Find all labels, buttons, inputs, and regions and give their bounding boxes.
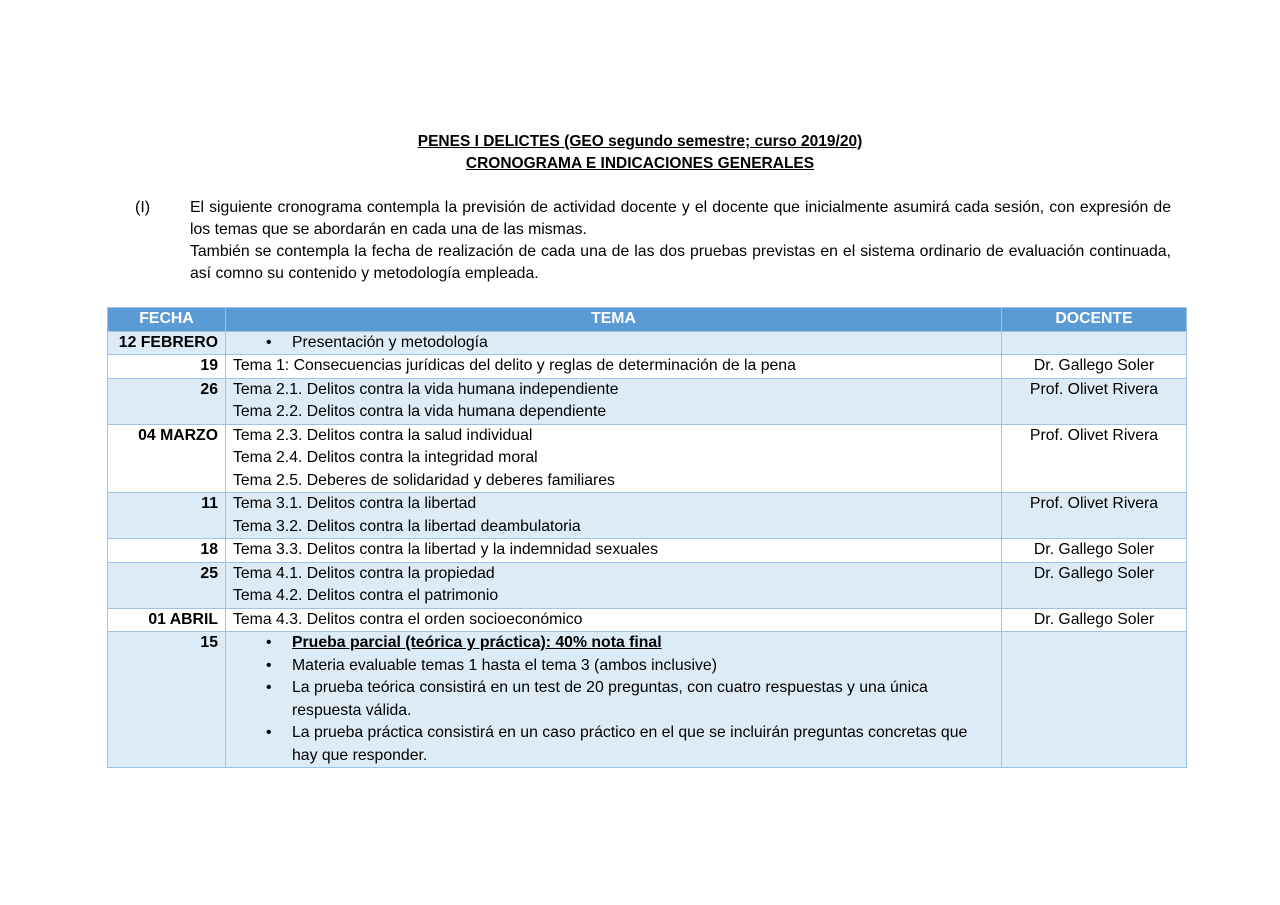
- table-row: [108, 355, 1187, 379]
- row-date: 01 ABRIL: [108, 608, 226, 632]
- list-item: • Materia evaluable temas 1 hasta el tema 3 (ambos inclusive): [233, 655, 994, 678]
- row-date: 12 FEBRERO: [108, 331, 226, 355]
- row-teacher: Dr. Gallego Soler: [1002, 539, 1187, 563]
- row-topic: Tema 3.3. Delitos contra la libertad y la indemnidad sexuales: [226, 539, 1002, 563]
- table-row: [108, 378, 1187, 424]
- intro-paragraph-2: También se contempla la fecha de realización de cada una de las dos pruebas previstas en el sistema ordinario de evaluación continuada, así comno su contenido y metodología empleada.: [190, 243, 1171, 282]
- row-teacher: [1002, 632, 1187, 768]
- table-row: [108, 424, 1187, 493]
- bullet-icon: •: [266, 656, 272, 674]
- list-item: • Prueba parcial (teórica y práctica): 40% nota final: [233, 632, 994, 655]
- row-date: 25: [108, 562, 226, 608]
- row-date: 04 MARZO: [108, 424, 226, 493]
- schedule-table: [107, 307, 1187, 768]
- row-topic: [226, 632, 1002, 768]
- row-date: 18: [108, 539, 226, 563]
- bullet-icon: •: [266, 724, 272, 741]
- document-title: PENES I DELICTES (GEO segundo semestre; curso 2019/20): [417, 133, 863, 150]
- table-row: [108, 539, 1187, 563]
- intro-number: (I): [135, 199, 151, 216]
- row-teacher: Dr. Gallego Soler: [1002, 562, 1187, 608]
- table-row: [108, 562, 1187, 608]
- table-row: [108, 493, 1187, 539]
- row-teacher: Prof. Olivet Rivera: [1002, 493, 1187, 539]
- header-tema: TEMA: [226, 308, 1002, 332]
- document-subtitle: CRONOGRAMA E INDICACIONES GENERALES: [465, 155, 815, 172]
- row-topic: Tema 4.3. Delitos contra el orden socioeconómico: [226, 608, 1002, 632]
- row-teacher: Dr. Gallego Soler: [1002, 608, 1187, 632]
- intro-section: [135, 197, 1171, 285]
- row-teacher: Prof. Olivet Rivera: [1002, 424, 1187, 493]
- document-header: [0, 131, 1280, 175]
- list-item: • Presentación y metodología: [233, 332, 994, 355]
- row-topic: Tema 3.1. Delitos contra la libertad Tema 3.2. Delitos contra la libertad deambulatoria: [226, 493, 1002, 539]
- table-row: [108, 331, 1187, 355]
- row-date: 11: [108, 493, 226, 539]
- row-topic: [226, 331, 1002, 355]
- table-row: [108, 632, 1187, 768]
- list-item: • La prueba práctica consistirá en un caso práctico en el que se incluirán preguntas concretas que hay que responder.: [266, 724, 968, 764]
- header-fecha: FECHA: [108, 308, 226, 332]
- row-topic: Tema 4.1. Delitos contra la propiedad Tema 4.2. Delitos contra el patrimonio: [226, 562, 1002, 608]
- intro-paragraph-1: El siguiente cronograma contempla la previsión de actividad docente y el docente que inicialmente asumirá cada sesión, con expresión de los temas que se abordarán en cada una de las mismas.: [190, 199, 1171, 238]
- intro-body: [190, 197, 1171, 285]
- row-teacher: Dr. Gallego Soler: [1002, 355, 1187, 379]
- row-date: 26: [108, 378, 226, 424]
- row-date: 15: [108, 632, 226, 768]
- bullet-icon: •: [266, 634, 272, 651]
- row-topic: Tema 1: Consecuencias jurídicas del delito y reglas de determinación de la pena: [226, 355, 1002, 379]
- bullet-icon: •: [266, 679, 272, 696]
- row-teacher: Prof. Olivet Rivera: [1002, 378, 1187, 424]
- bullet-icon: •: [266, 333, 272, 351]
- table-header-row: [108, 308, 1187, 332]
- list-item: • La prueba teórica consistirá en un test de 20 preguntas, con cuatro respuestas y una única respuesta válida.: [266, 679, 928, 719]
- table-row: [108, 608, 1187, 632]
- row-teacher: [1002, 331, 1187, 355]
- row-date: 19: [108, 355, 226, 379]
- header-docente: DOCENTE: [1002, 308, 1187, 332]
- row-topic: Tema 2.1. Delitos contra la vida humana independiente Tema 2.2. Delitos contra la vida humana dependiente: [226, 378, 1002, 424]
- row-topic: Tema 2.3. Delitos contra la salud individual Tema 2.4. Delitos contra la integridad moral Tema 2.5. Deberes de solidaridad y deberes familiares: [226, 424, 1002, 493]
